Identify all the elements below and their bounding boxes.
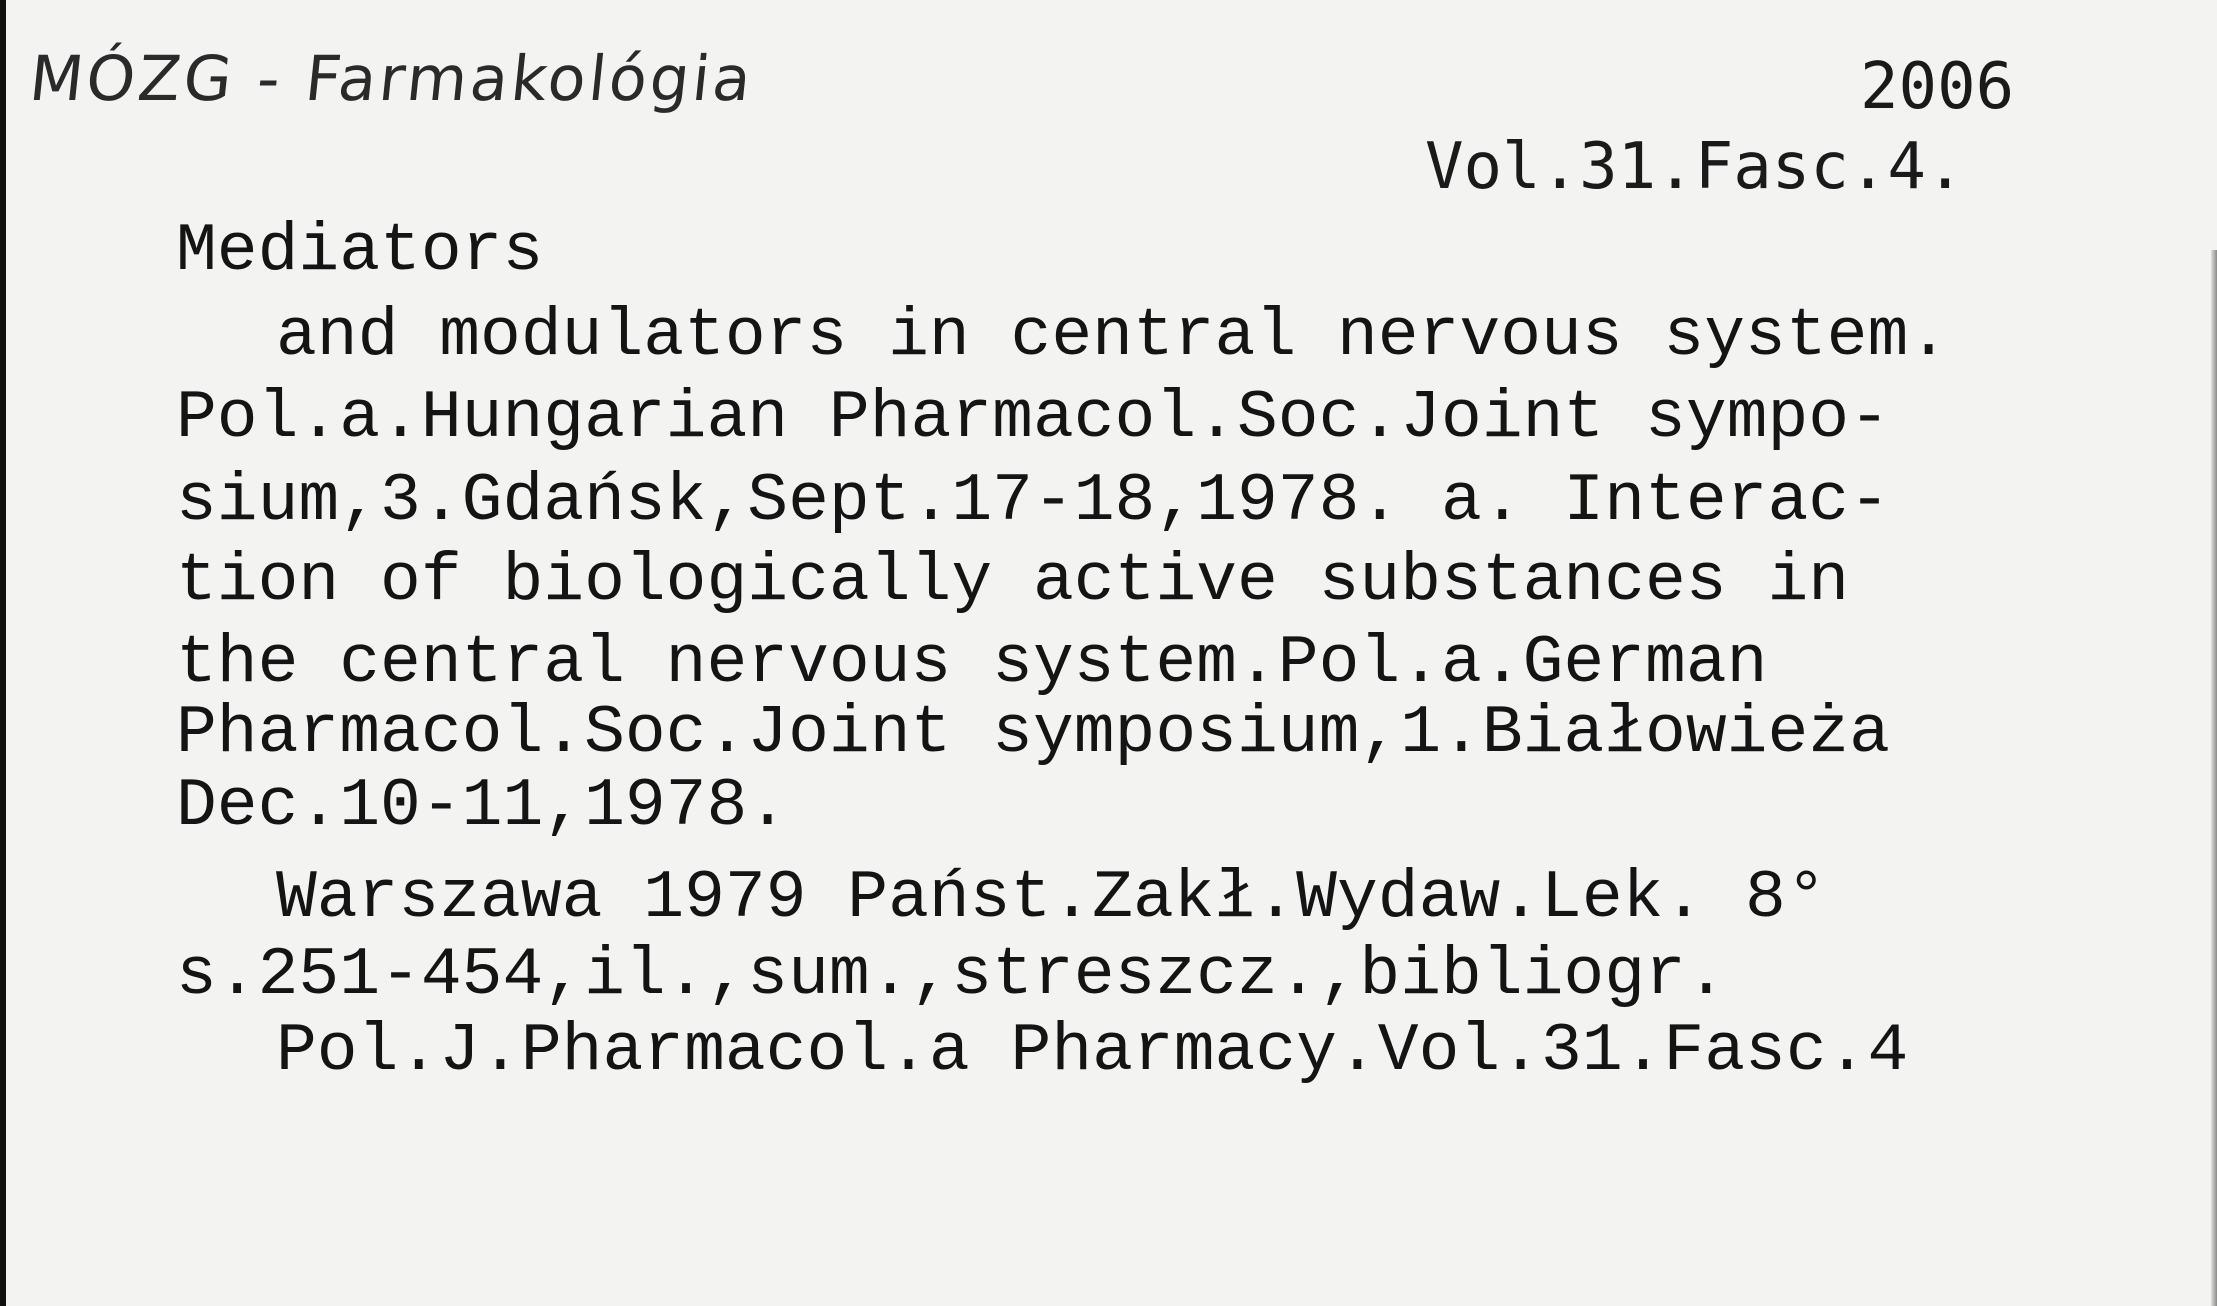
collation-line: s.251-454,il.,sum.,streszcz.,bibliogr. (176, 937, 1727, 1014)
volume-label: Vol.31.Fasc.4. (1425, 130, 1965, 204)
subject-heading: MÓZG - Farmakológia (26, 42, 758, 115)
description-line: Pharmacol.Soc.Joint symposium,1.Białowieża (176, 695, 1890, 772)
series-line: Pol.J.Pharmacol.a Pharmacy.Vol.31.Fasc.4 (276, 1013, 1909, 1090)
card-left-edge (0, 0, 6, 1306)
year-label: 2006 (1860, 50, 2015, 124)
description-line: sium,3.Gdańsk,Sept.17-18,1978. a. Interac- (176, 463, 1890, 540)
imprint-line: Warszawa 1979 Państ.Zakł.Wydaw.Lek. 8° (276, 860, 1827, 937)
description-line: tion of biologically active substances in (176, 543, 1850, 620)
description-line: Dec.10-11,1978. (176, 768, 789, 845)
title-line: and modulators in central nervous system. (276, 298, 1950, 375)
description-line: the central nervous system.Pol.a.German (176, 625, 1768, 702)
title-line: Mediators (176, 213, 544, 290)
card-right-edge (2211, 250, 2217, 1306)
description-line: Pol.a.Hungarian Pharmacol.Soc.Joint sympo- (176, 380, 1890, 457)
